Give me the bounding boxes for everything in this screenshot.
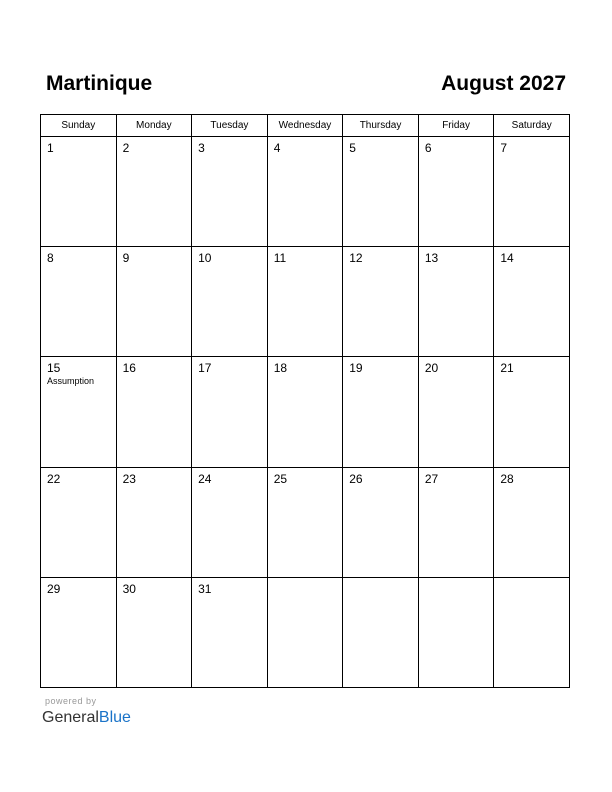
day-cell — [192, 137, 268, 247]
day-number: 25 — [273, 471, 288, 486]
day-cell — [41, 357, 117, 467]
day-number: 7 — [500, 141, 508, 155]
day-number: 27 — [424, 471, 439, 486]
day-cell — [418, 247, 494, 357]
day-number: 12 — [349, 251, 363, 266]
day-cell — [41, 467, 117, 577]
calendar-header — [40, 70, 566, 100]
weekday-header: Monday — [116, 115, 192, 137]
weekday-header: Wednesday — [267, 115, 343, 137]
day-number: 21 — [500, 361, 514, 376]
day-cell — [116, 137, 192, 247]
weekday-header: Friday — [418, 115, 494, 137]
week-row — [41, 577, 570, 687]
day-number: 19 — [349, 361, 363, 376]
day-number: 8 — [47, 251, 54, 266]
day-number: 10 — [198, 251, 212, 266]
day-cell — [116, 247, 192, 357]
day-cell — [418, 357, 494, 467]
day-cell — [267, 247, 343, 357]
day-number: 18 — [273, 361, 288, 376]
week-row — [41, 137, 570, 247]
day-cell — [116, 467, 192, 577]
day-cell-empty — [267, 577, 343, 687]
day-number: 30 — [122, 581, 136, 596]
day-number: 5 — [349, 141, 356, 155]
day-cell — [192, 577, 268, 687]
day-cell — [192, 357, 268, 467]
day-number: 11 — [273, 251, 287, 266]
day-number: 13 — [424, 251, 439, 266]
week-row — [41, 357, 570, 467]
day-cell — [494, 357, 570, 467]
day-number: 15 — [47, 361, 61, 376]
weekday-header: Thursday — [343, 115, 419, 137]
country-title: Martinique — [46, 72, 153, 95]
day-number: 26 — [349, 471, 363, 486]
brand-logo[interactable] — [42, 708, 131, 728]
holiday-label: Assumption — [47, 376, 95, 387]
day-cell-empty — [494, 577, 570, 687]
day-number: 9 — [122, 251, 130, 266]
footer-branding — [42, 696, 242, 732]
day-cell-empty — [418, 577, 494, 687]
day-cell — [343, 247, 419, 357]
day-cell-empty — [343, 577, 419, 687]
day-number: 1 — [47, 141, 54, 155]
day-cell — [343, 357, 419, 467]
day-cell — [41, 577, 117, 687]
day-number: 2 — [122, 141, 130, 155]
day-cell — [192, 467, 268, 577]
day-cell — [267, 357, 343, 467]
calendar-grid — [40, 114, 570, 688]
brand-general: General — [42, 709, 99, 726]
day-cell — [343, 137, 419, 247]
day-cell — [343, 467, 419, 577]
day-number: 3 — [198, 141, 205, 155]
day-cell — [418, 137, 494, 247]
day-cell — [116, 357, 192, 467]
day-number: 29 — [47, 581, 61, 596]
calendar-table — [40, 114, 570, 688]
day-cell — [494, 137, 570, 247]
day-cell — [116, 577, 192, 687]
day-number: 31 — [198, 581, 212, 596]
day-cell — [41, 247, 117, 357]
week-row — [41, 467, 570, 577]
day-cell — [41, 137, 117, 247]
day-cell — [267, 467, 343, 577]
day-number: 23 — [122, 471, 136, 486]
day-number: 14 — [500, 251, 514, 266]
week-row — [41, 247, 570, 357]
weekday-header: Sunday — [41, 115, 117, 137]
day-cell — [267, 137, 343, 247]
brand-blue: Blue — [98, 709, 131, 726]
day-cell — [494, 247, 570, 357]
month-title: August 2027 — [441, 72, 566, 95]
day-number: 16 — [122, 361, 136, 376]
weekday-header: Saturday — [494, 115, 570, 137]
weekday-header: Tuesday — [192, 115, 268, 137]
day-number: 24 — [198, 471, 212, 486]
day-cell — [494, 467, 570, 577]
day-cell — [418, 467, 494, 577]
day-number: 28 — [500, 471, 514, 486]
day-number: 4 — [273, 141, 281, 155]
day-number: 20 — [424, 361, 439, 376]
weekday-header-row — [41, 115, 570, 137]
day-number: 6 — [424, 141, 432, 155]
day-number: 22 — [47, 471, 61, 486]
day-number: 17 — [198, 361, 212, 376]
powered-by-text: powered by — [45, 696, 97, 706]
day-cell — [192, 247, 268, 357]
